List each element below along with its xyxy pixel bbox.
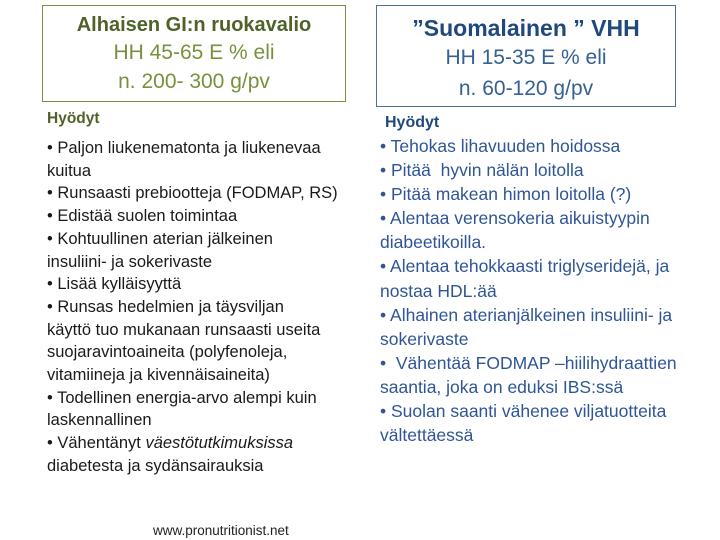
low-gi-diet-box xyxy=(42,5,346,102)
finnish-lchf-carb-grams: n. 60-120 g/pv xyxy=(458,77,594,100)
benefit-line: insuliini- ja sokerivaste xyxy=(47,252,213,271)
finnish-lchf-benefits-heading: Hyödyt xyxy=(385,114,440,131)
benefit-line: • Alhainen aterianjälkeinen insuliini- ja xyxy=(380,304,673,325)
benefit-line: • Alentaa verensokeria aikuistyypin xyxy=(380,208,650,229)
finnish-lchf-benefits-list xyxy=(380,134,677,447)
benefit-line: nostaa HDL:ää xyxy=(380,280,497,301)
benefit-line xyxy=(47,432,338,455)
benefit-line: • Paljon liukenematonta ja liukenevaa xyxy=(47,139,321,157)
benefit-line: saantia, joka on eduksi IBS:ssä xyxy=(380,376,624,397)
benefit-line: • Pitää makean himon loitolla (?) xyxy=(380,184,632,205)
benefit-line: • Tehokas lihavuuden hoidossa xyxy=(380,136,621,156)
benefit-line: • Kohtuullinen aterian jälkeinen xyxy=(47,229,273,248)
benefit-line: vältettäessä xyxy=(380,425,474,446)
benefit-line: • Suolan saanti vähenee viljatuotteita xyxy=(380,401,667,422)
benefit-text: • Vähentänyt xyxy=(47,434,146,453)
finnish-lchf-box xyxy=(376,5,676,107)
benefit-line: kuitua xyxy=(47,161,92,180)
low-gi-diet-title: Alhaisen GI:n ruokavalio xyxy=(76,14,312,36)
benefit-line: • Vähentää FODMAP –hiilihydraattien xyxy=(380,352,677,373)
benefit-line: laskennallinen xyxy=(47,411,152,430)
benefit-line: diabetesta ja sydänsairauksia xyxy=(47,456,264,475)
benefit-line: diabeetikoilla. xyxy=(380,232,487,253)
low-gi-carb-percent: HH 45-65 E % eli xyxy=(113,41,275,64)
benefit-line: • Runsas hedelmien ja täysviljan xyxy=(47,297,284,316)
footer-url: www.pronutritionist.net xyxy=(153,523,289,538)
benefit-line: • Pitää hyvin nälän loitolla xyxy=(380,160,584,181)
benefit-line: käyttö tuo mukanaan runsaasti useita xyxy=(47,320,321,339)
finnish-lchf-title: ”Suomalainen ” VHH xyxy=(412,15,640,41)
benefit-line: suojaravintoaineita (polyfenoleja, xyxy=(47,343,288,362)
low-gi-carb-grams: n. 200- 300 g/pv xyxy=(118,70,270,93)
low-gi-benefits-heading: Hyödyt xyxy=(47,110,100,127)
benefit-line: sokerivaste xyxy=(380,328,469,349)
benefit-emphasis: väestötutkimuksissa xyxy=(145,434,294,453)
benefit-line: • Alentaa tehokkaasti triglyseridejä, ja xyxy=(380,256,670,277)
benefit-line: • Edistää suolen toimintaa xyxy=(47,207,238,226)
finnish-lchf-carb-percent: HH 15-35 E % eli xyxy=(445,46,607,69)
benefit-line: • Lisää kylläisyyttä xyxy=(47,275,182,294)
benefit-line: • Runsaasti prebiootteja (FODMAP, RS) xyxy=(47,184,338,203)
benefit-line: vitamiineja ja kivennäisaineita) xyxy=(47,366,270,385)
low-gi-benefits-list xyxy=(47,137,338,478)
benefit-line: • Todellinen energia-arvo alempi kuin xyxy=(47,388,317,407)
